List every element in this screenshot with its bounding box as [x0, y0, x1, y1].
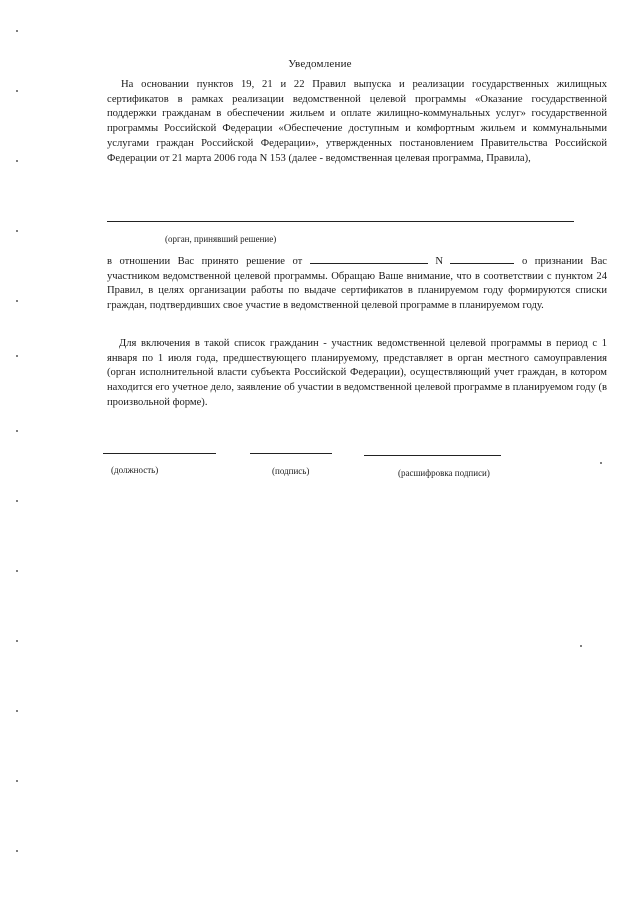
organ-fill-line [107, 221, 574, 222]
decryption-caption: (расшифровка подписи) [398, 468, 490, 478]
notice-title: Уведомление [288, 58, 352, 70]
notice-paragraph-2 [107, 254, 607, 314]
position-caption: (должность) [111, 465, 159, 475]
decision-number-blank [450, 254, 514, 264]
decision-prefix: в отношении Вас принято решение от [107, 256, 303, 267]
signature-fill-line [250, 453, 332, 454]
decision-suffix: о признании [522, 256, 584, 267]
notice-paragraph-3: Для включения в такой список гражданин - участник ведомственной целевой программы в период с 1 января по 1 июля года, предшествующего планируемому, представляет в орган местного самоуправления (орган исполнительной власти субъекта Российской Федерации), осуществляющий учет граждан, в котором находится его учетное дело, заявление об участии в ведомственной целевой программе в планируемом году (в произвольной форме). [107, 338, 607, 408]
position-fill-line [103, 453, 216, 454]
decision-number-label: N [435, 256, 443, 267]
notice-paragraph-1: На основании пунктов 19, 21 и 22 Правил выпуска и реализации государственных жилищных сертификатов в рамках реализации ведомственной целевой программы «Оказание государственной поддержки гражданам в обеспечении жильем и оплате жилищно-коммунальных услуг» государственной программы Российской Федерации «Обеспечение доступным и комфортным жильем и коммунальными услугами граждан Российской Федерации», утвержденных постановлением Правительства Российской Федерации от 21 марта 2006 года N 153 (далее - ведомственная целевая программа, Правила), [107, 79, 607, 164]
notice-paragraph-2-rest: Вас участником ведомственной целевой программы. Обращаю Ваше внимание, что в соответствии с пунктом 24 Правил, в целях организации работы по выдаче сертификатов в планируемом году формируются списки граждан, подтвердивших свое участие в ведомственной целевой программе в планируемом году. [107, 256, 608, 312]
organ-caption: (орган, принявший решение) [165, 234, 277, 244]
decision-date-blank [310, 254, 428, 264]
decryption-fill-line [364, 455, 501, 456]
signature-caption: (подпись) [272, 466, 310, 476]
